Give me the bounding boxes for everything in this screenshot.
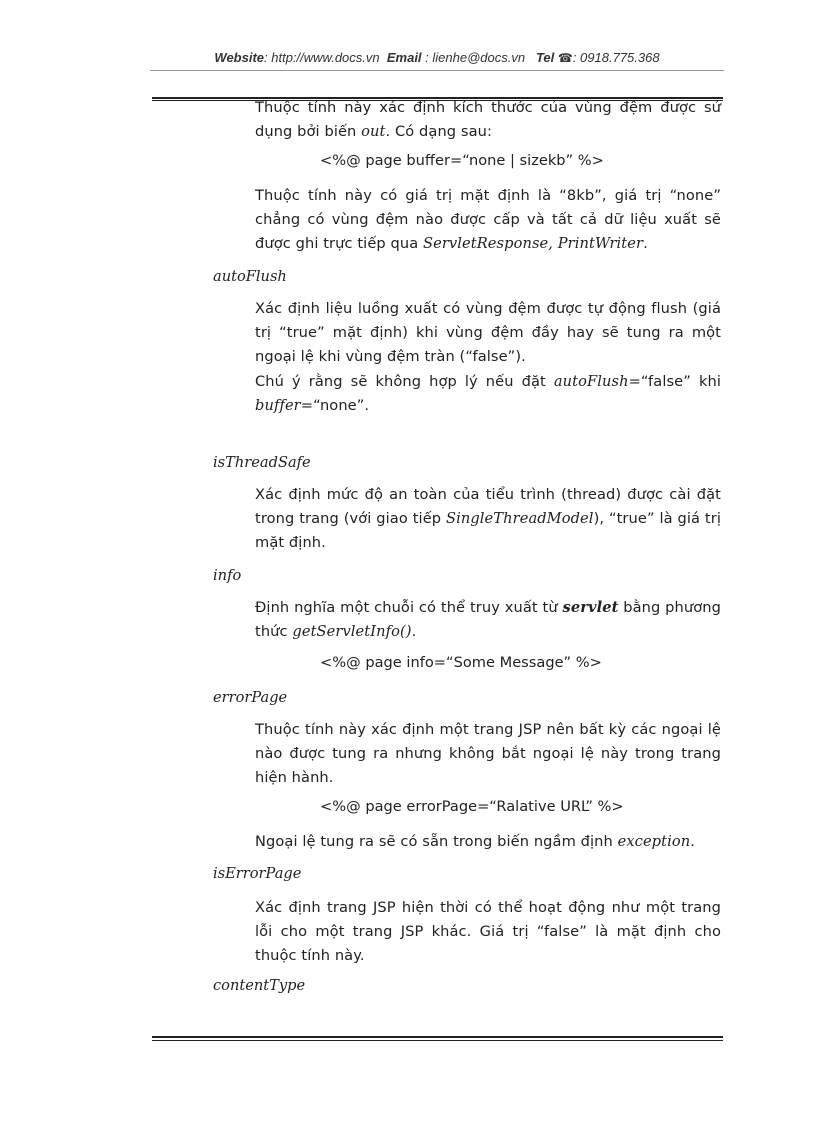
website-url[interactable]: : http://www.docs.vn — [264, 50, 380, 65]
isthreadsafe-description: Xác định mức độ an toàn của tiểu trình (thread) được cài đặt trong trang (với giao tiếp SingleThreadModel), “true” là giá trị mặt định. — [255, 486, 721, 551]
term-iserrorpage: isErrorPage — [213, 865, 302, 882]
errorpage-note: Ngoại lệ tung ra sẽ có sẵn trong biến ngầm định exception. — [255, 833, 695, 850]
term-isthreadsafe: isThreadSafe — [213, 454, 311, 471]
page-header — [150, 50, 724, 65]
header-divider — [150, 70, 724, 71]
errorpage-description: Thuộc tính này xác định một trang JSP nên bất kỳ các ngoại lệ nào được tung ra nhưng không bắt ngoại lệ này trong trang hiện hành. — [255, 721, 721, 786]
iserrorpage-description: Xác định trang JSP hiện thời có thể hoạt động như một trang lỗi cho một trang JSP khác. Giá trị “false” là mặt định cho thuộc tính này. — [255, 899, 721, 964]
website-label: Website — [214, 50, 265, 65]
phone-icon: ☎ — [557, 51, 573, 65]
info-description: Định nghĩa một chuỗi có thể truy xuất từ servlet bằng phương thức getServletInfo(). — [255, 599, 721, 640]
buffer-code: <%@ page buffer=“none | sizekb” %> — [320, 152, 604, 169]
buffer-note: Thuộc tính này có giá trị mặt định là “8kb”, giá trị “none” chẳng có vùng đệm nào được cấp và tất cả dữ liệu xuất sẽ được ghi trực tiếp qua ServletResponse, PrintWriter. — [255, 187, 721, 252]
tel-value: : 0918.775.368 — [572, 50, 660, 65]
term-autoflush: autoFlush — [213, 268, 287, 285]
errorpage-code: <%@ page errorPage=“Ralative URL” %> — [320, 798, 624, 815]
term-errorpage: errorPage — [213, 689, 288, 706]
autoflush-description: Xác định liệu luồng xuất có vùng đệm được tự động flush (giá trị “true” mặt định) khi vùng đệm đầy hay sẽ tung ra một ngoại lệ khi vùng đệm tràn (“false”). — [255, 300, 721, 365]
term-info: info — [213, 567, 242, 584]
info-code: <%@ page info=“Some Message” %> — [320, 654, 602, 671]
autoflush-note: Chú ý rằng sẽ không hợp lý nếu đặt autoFlush=“false” khi buffer=“none”. — [255, 373, 722, 414]
term-contenttype: contentType — [213, 977, 306, 994]
bottom-double-rule — [152, 1036, 723, 1041]
var-out: out — [361, 123, 386, 140]
tel-label: Tel — [535, 50, 555, 65]
servlet-classes: ServletResponse, PrintWriter — [423, 235, 644, 252]
servlet-term: servlet — [562, 599, 619, 616]
email-value[interactable]: : lienhe@docs.vn — [425, 50, 526, 65]
buffer-description: Thuộc tính này xác định kích thước của vùng đệm được sử dụng bởi biến out. Có dạng sau: — [255, 99, 721, 140]
email-label: Email — [386, 50, 422, 65]
